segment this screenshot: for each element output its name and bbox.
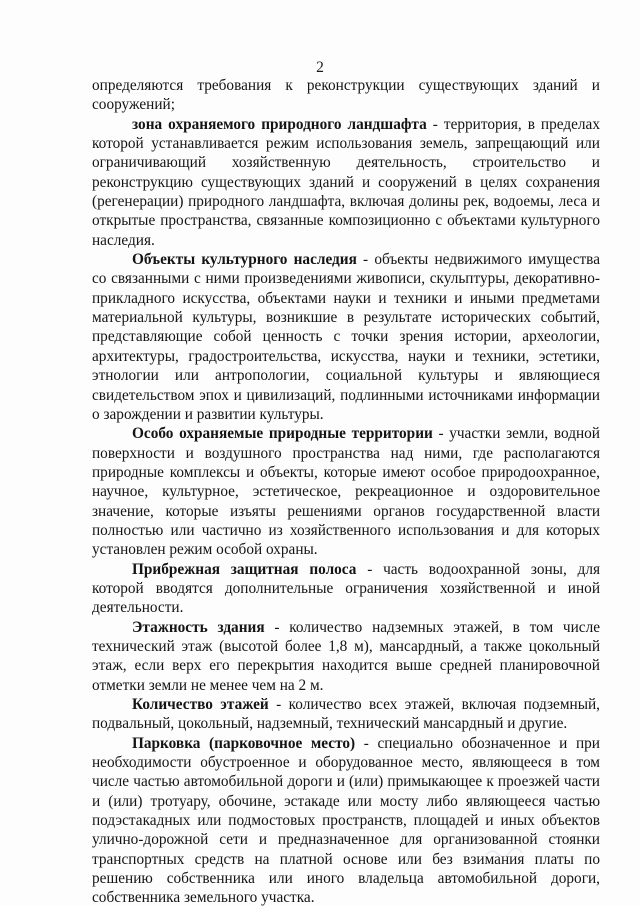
definition-parking: [92, 734, 600, 908]
paragraph-text: определяются требования к реконструкции существующих зданий и сооружений;: [92, 77, 600, 114]
definition-text: - количество надземных этажей, в том числе технический этаж (высотой более 1,8 м), мансардный, а также цокольный этаж, если верх его перекрытия находится выше средней планировочной отметки земли не менее чем на 2 м.: [92, 618, 600, 694]
paragraph-continuation: [92, 76, 600, 115]
definition-term: Прибрежная защитная полоса: [132, 560, 357, 578]
definition-protected-landscape-zone: [92, 115, 600, 250]
definition-text: - объекты недвижимого имущества со связанными с ними произведениями живописи, скульптуры, декоративно-прикладного искусства, объектами науки и техники и иными предметами материальной культуры, возникшие в результате исторических событий, представляющие собой ценность с точки зрения истории, археологии, архитектуры, градостроительства, искусства, науки и техники, эстетики, этнологии или антропологии, социальной культуры и являющиеся свидетельством эпох и цивилизаций, подлинными источниками информации о зарождении и развитии культуры.: [92, 251, 600, 423]
definition-term: зона охраняемого природного ландшафта: [132, 115, 427, 133]
definition-number-of-floors: [92, 695, 600, 734]
definition-text: - часть водоохранной зоны, для которой вводятся дополнительные ограничения хозяйственной и иной деятельности.: [92, 560, 600, 617]
definition-term: Количество этажей: [132, 696, 269, 713]
definition-coastal-protective-strip: [92, 560, 600, 618]
definition-protected-natural-areas: [92, 424, 600, 559]
definition-term: Особо охраняемые природные территории: [132, 425, 433, 443]
document-body: [92, 76, 600, 908]
definition-text: - территория, в пределах которой устанавливается режим использования земель, запрещающий или ограничивающий хозяйственную деятельность, строительство и реконструкцию существующих зданий и сооружений в целях сохранения (регенерации) природного ландшафта, включая долины рек, водоемы, леса и открытые пространства, связанные композиционно с объектами культурного наследия.: [92, 115, 600, 249]
definition-cultural-heritage-objects: [92, 250, 600, 424]
definition-building-storeys: [92, 618, 600, 695]
definition-text: - участки земли, водной поверхности и воздушного пространства над ними, где располагаются природные комплексы и объекты, которые имеют особое природоохранное, научное, культурное, эстетическое, рекреационное и оздоровительное значение, которые изъяты решениями органов государственной власти полностью или частично из хозяйственного использования и для которых установлен режим особой охраны.: [92, 425, 600, 559]
definition-term: Объекты культурного наследия: [132, 251, 357, 269]
page-number: 2: [316, 59, 324, 76]
definition-term: Парковка (парковочное место): [132, 734, 356, 752]
faint-stamp-mark: [484, 846, 524, 858]
definition-text: - специально обозначенное и при необходимости обустроенное и оборудованное место, являющееся в том числе частью автомобильной дороги и (или) примыкающее к проезжей части и (или) тротуару, обочине, эстакаде или мосту либо являющееся частью подэстакадных или подмостовых пространств, площадей и иных объектов улично-дорожной сети и предназначенное для организованной стоянки транспортных средств на платной основе или без взимания платы по решению собственника или иного владельца автомобильной дороги, собственника земельного участка.: [92, 734, 600, 907]
definition-term: Этажность здания: [132, 618, 265, 636]
definition-text: - количество всех этажей, включая подземный, подвальный, цокольный, надземный, технический мансардный и другие.: [92, 696, 600, 733]
